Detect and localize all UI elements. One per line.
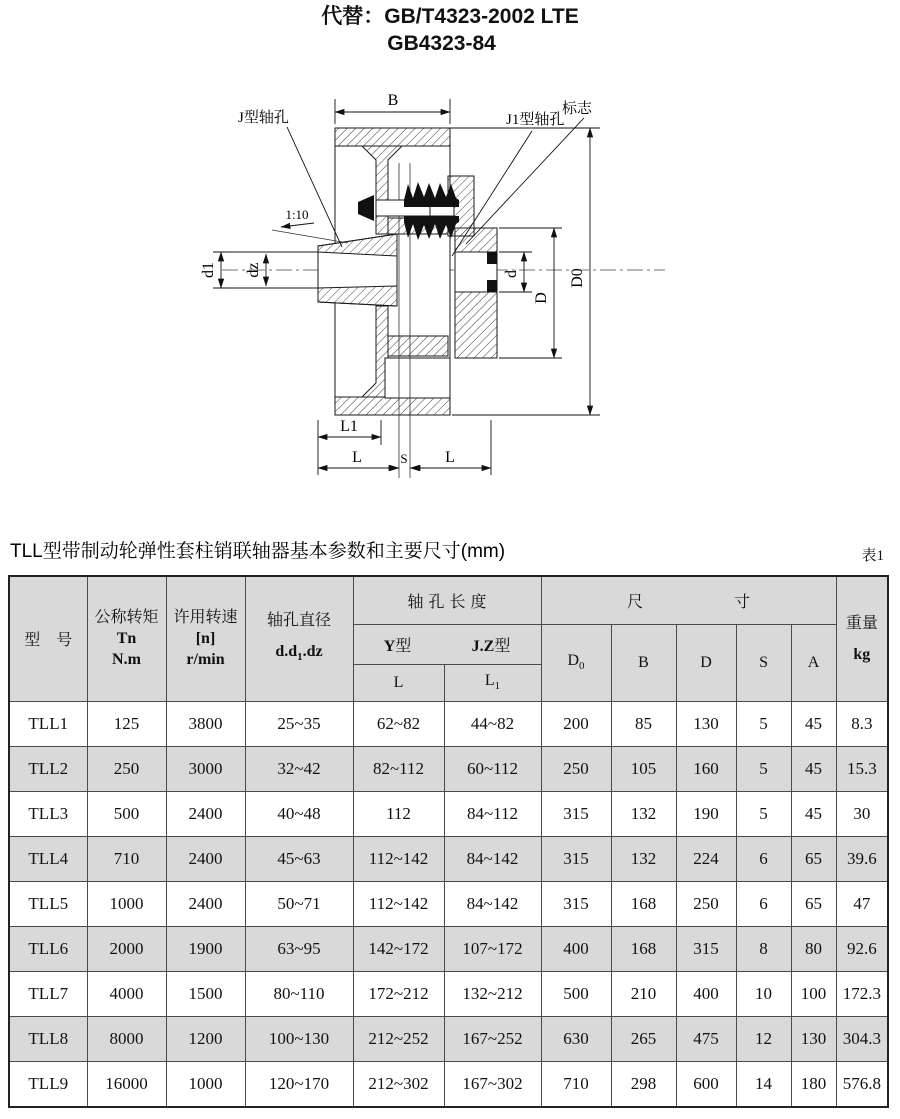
table-cell: 168 <box>611 881 676 926</box>
table-cell: 190 <box>676 791 736 836</box>
dimension-d-major <box>499 228 562 358</box>
table-cell: 132 <box>611 836 676 881</box>
table-cell: 8 <box>736 926 791 971</box>
dimension-b <box>335 92 450 124</box>
col-header-b: B <box>611 624 676 701</box>
table-cell: 25~35 <box>245 701 353 746</box>
table-row <box>9 971 888 1016</box>
table-cell: 400 <box>541 926 611 971</box>
table-cell: 120~170 <box>245 1061 353 1107</box>
table-cell: 2400 <box>166 881 245 926</box>
table-cell: 210 <box>611 971 676 1016</box>
table-row <box>9 836 888 881</box>
dim-label-d-major: D <box>533 292 550 304</box>
subheader-jz-type: J.Z型 <box>471 637 511 655</box>
table-cell: 105 <box>611 746 676 791</box>
table-cell: 132 <box>611 791 676 836</box>
table-cell: 475 <box>676 1016 736 1061</box>
table-cell: 3800 <box>166 701 245 746</box>
table-cell: 45 <box>791 746 836 791</box>
table-cell: 130 <box>676 701 736 746</box>
table-cell: TLL4 <box>9 836 87 881</box>
table-cell: 112 <box>353 791 444 836</box>
col-header-d: D <box>676 624 736 701</box>
table-cell: 62~82 <box>353 701 444 746</box>
table-cell: 172~212 <box>353 971 444 1016</box>
col-header-a: A <box>791 624 836 701</box>
table-cell: TLL8 <box>9 1016 87 1061</box>
group-header-dimensions: 尺 寸 <box>541 576 836 624</box>
j1-bore-label: J1型轴孔 <box>506 112 565 128</box>
table-cell: 16000 <box>87 1061 166 1107</box>
table-row <box>9 791 888 836</box>
col-header-torque: 公称转矩 Tn N.m <box>87 576 166 701</box>
table-cell: 710 <box>541 1061 611 1107</box>
table-cell: 84~112 <box>444 791 541 836</box>
table-cell: 1000 <box>87 881 166 926</box>
col-header-l: L <box>353 664 444 701</box>
table-cell: 12 <box>736 1016 791 1061</box>
table-cell: 45~63 <box>245 836 353 881</box>
table-cell: 500 <box>87 791 166 836</box>
col-header-speed: 许用转速 [n] r/min <box>166 576 245 701</box>
col-header-d0: $D_0$ <box>541 624 611 701</box>
table-title: TLL型带制动轮弹性套柱销联轴器基本参数和主要尺寸(mm) <box>10 541 506 562</box>
table-cell: 40~48 <box>245 791 353 836</box>
table-cell: 212~302 <box>353 1061 444 1107</box>
table-cell: 47 <box>836 881 888 926</box>
table-cell: 600 <box>676 1061 736 1107</box>
table-cell: 80 <box>791 926 836 971</box>
table-cell: 14 <box>736 1061 791 1107</box>
replace-prefix: 代替： <box>321 5 385 28</box>
table-cell: 50~71 <box>245 881 353 926</box>
table-cell: 44~82 <box>444 701 541 746</box>
table-cell: 45 <box>791 791 836 836</box>
table-cell: 63~95 <box>245 926 353 971</box>
table-tag: 表1 <box>861 548 884 564</box>
table-cell: 180 <box>791 1061 836 1107</box>
table-cell: 2400 <box>166 836 245 881</box>
table-cell: 142~172 <box>353 926 444 971</box>
table-cell: 576.8 <box>836 1061 888 1107</box>
table-cell: 167~302 <box>444 1061 541 1107</box>
table-cell: 39.6 <box>836 836 888 881</box>
table-cell: 168 <box>611 926 676 971</box>
table-cell: 315 <box>676 926 736 971</box>
dim-label-d0: D0 <box>569 268 586 288</box>
subheader-bore-types <box>353 624 541 664</box>
col-header-l1: $L_1$ <box>444 664 541 701</box>
table-row <box>9 881 888 926</box>
table-cell: 250 <box>676 881 736 926</box>
table-cell: TLL2 <box>9 746 87 791</box>
table-cell: 500 <box>541 971 611 1016</box>
table-cell: 60~112 <box>444 746 541 791</box>
table-cell: TLL7 <box>9 971 87 1016</box>
table-cell: 30 <box>836 791 888 836</box>
table-cell: 5 <box>736 701 791 746</box>
table-row <box>9 746 888 791</box>
table-cell: TLL1 <box>9 701 87 746</box>
table-cell: 4000 <box>87 971 166 1016</box>
table-cell: 107~172 <box>444 926 541 971</box>
table-cell: TLL6 <box>9 926 87 971</box>
table-cell: 212~252 <box>353 1016 444 1061</box>
dim-label-dz: dz <box>245 262 262 278</box>
table-cell: 160 <box>676 746 736 791</box>
table-cell: TLL3 <box>9 791 87 836</box>
table-cell: 84~142 <box>444 836 541 881</box>
table-cell: 65 <box>791 881 836 926</box>
table-cell: 132~212 <box>444 971 541 1016</box>
standard-number-2: GB4323-84 <box>387 32 496 55</box>
table-row <box>9 926 888 971</box>
table-row <box>9 1061 888 1107</box>
table-cell: 1900 <box>166 926 245 971</box>
table-cell: 8000 <box>87 1016 166 1061</box>
spec-table <box>8 575 889 1108</box>
col-header-bore-diameter: 轴孔直径 $d.d_1.dz$ <box>245 576 353 701</box>
table-cell: 2000 <box>87 926 166 971</box>
j-bore-label: J型轴孔 <box>238 110 289 126</box>
dim-label-d1: d1 <box>200 262 217 278</box>
table-cell: 167~252 <box>444 1016 541 1061</box>
table-cell: 100~130 <box>245 1016 353 1061</box>
mark-label: 标志 <box>562 101 593 117</box>
table-cell: 15.3 <box>836 746 888 791</box>
table-cell: 8.3 <box>836 701 888 746</box>
table-cell: 6 <box>736 881 791 926</box>
dim-label-d-minor: d <box>503 270 520 278</box>
table-cell: 250 <box>87 746 166 791</box>
table-cell: 3000 <box>166 746 245 791</box>
table-cell: 112~142 <box>353 881 444 926</box>
table-cell: 6 <box>736 836 791 881</box>
table-cell: 5 <box>736 746 791 791</box>
dimension-lengths <box>318 418 491 475</box>
col-header-s: S <box>736 624 791 701</box>
table-cell: 85 <box>611 701 676 746</box>
table-cell: 80~110 <box>245 971 353 1016</box>
table-cell: TLL9 <box>9 1061 87 1107</box>
table-cell: 265 <box>611 1016 676 1061</box>
table-cell: 65 <box>791 836 836 881</box>
table-cell: 2400 <box>166 791 245 836</box>
coupling-section-drawing <box>0 0 900 530</box>
table-cell: 10 <box>736 971 791 1016</box>
dim-label-l-left: L <box>352 449 362 466</box>
table-cell: 250 <box>541 746 611 791</box>
table-body <box>9 701 888 1107</box>
table-cell: 710 <box>87 836 166 881</box>
table-cell: 630 <box>541 1016 611 1061</box>
table-cell: 130 <box>791 1016 836 1061</box>
table-cell: 32~42 <box>245 746 353 791</box>
dim-label-b: B <box>387 92 399 109</box>
table-cell: 304.3 <box>836 1016 888 1061</box>
group-header-bore-length: 轴孔长度 <box>353 576 541 624</box>
table-cell: 1200 <box>166 1016 245 1061</box>
table-header <box>9 576 888 701</box>
subheader-y-type: Y型 <box>383 637 412 655</box>
table-cell: 112~142 <box>353 836 444 881</box>
table-row <box>9 1016 888 1061</box>
table-cell: 172.3 <box>836 971 888 1016</box>
table-cell: 298 <box>611 1061 676 1107</box>
dim-label-s: S <box>400 451 408 466</box>
table-cell: 45 <box>791 701 836 746</box>
table-cell: 315 <box>541 881 611 926</box>
dim-label-l1: L1 <box>340 418 358 435</box>
col-header-weight: 重量 kg <box>836 576 888 701</box>
table-cell: 100 <box>791 971 836 1016</box>
table-cell: 82~112 <box>353 746 444 791</box>
table-cell: 92.6 <box>836 926 888 971</box>
dim-label-l-right: L <box>445 449 455 466</box>
col-header-model: 型 号 <box>9 576 87 701</box>
table-cell: 200 <box>541 701 611 746</box>
table-cell: 1000 <box>166 1061 245 1107</box>
table-cell: TLL5 <box>9 881 87 926</box>
table-cell: 315 <box>541 791 611 836</box>
table-cell: 1500 <box>166 971 245 1016</box>
table-cell: 84~142 <box>444 881 541 926</box>
standard-number-1: GB/T4323-2002 LTE <box>384 5 579 28</box>
dimension-d-minor <box>499 252 532 292</box>
table-row <box>9 701 888 746</box>
taper-label: 1:10 <box>285 207 309 222</box>
table-cell: 125 <box>87 701 166 746</box>
table-cell: 400 <box>676 971 736 1016</box>
table-cell: 315 <box>541 836 611 881</box>
table-cell: 5 <box>736 791 791 836</box>
table-cell: 224 <box>676 836 736 881</box>
